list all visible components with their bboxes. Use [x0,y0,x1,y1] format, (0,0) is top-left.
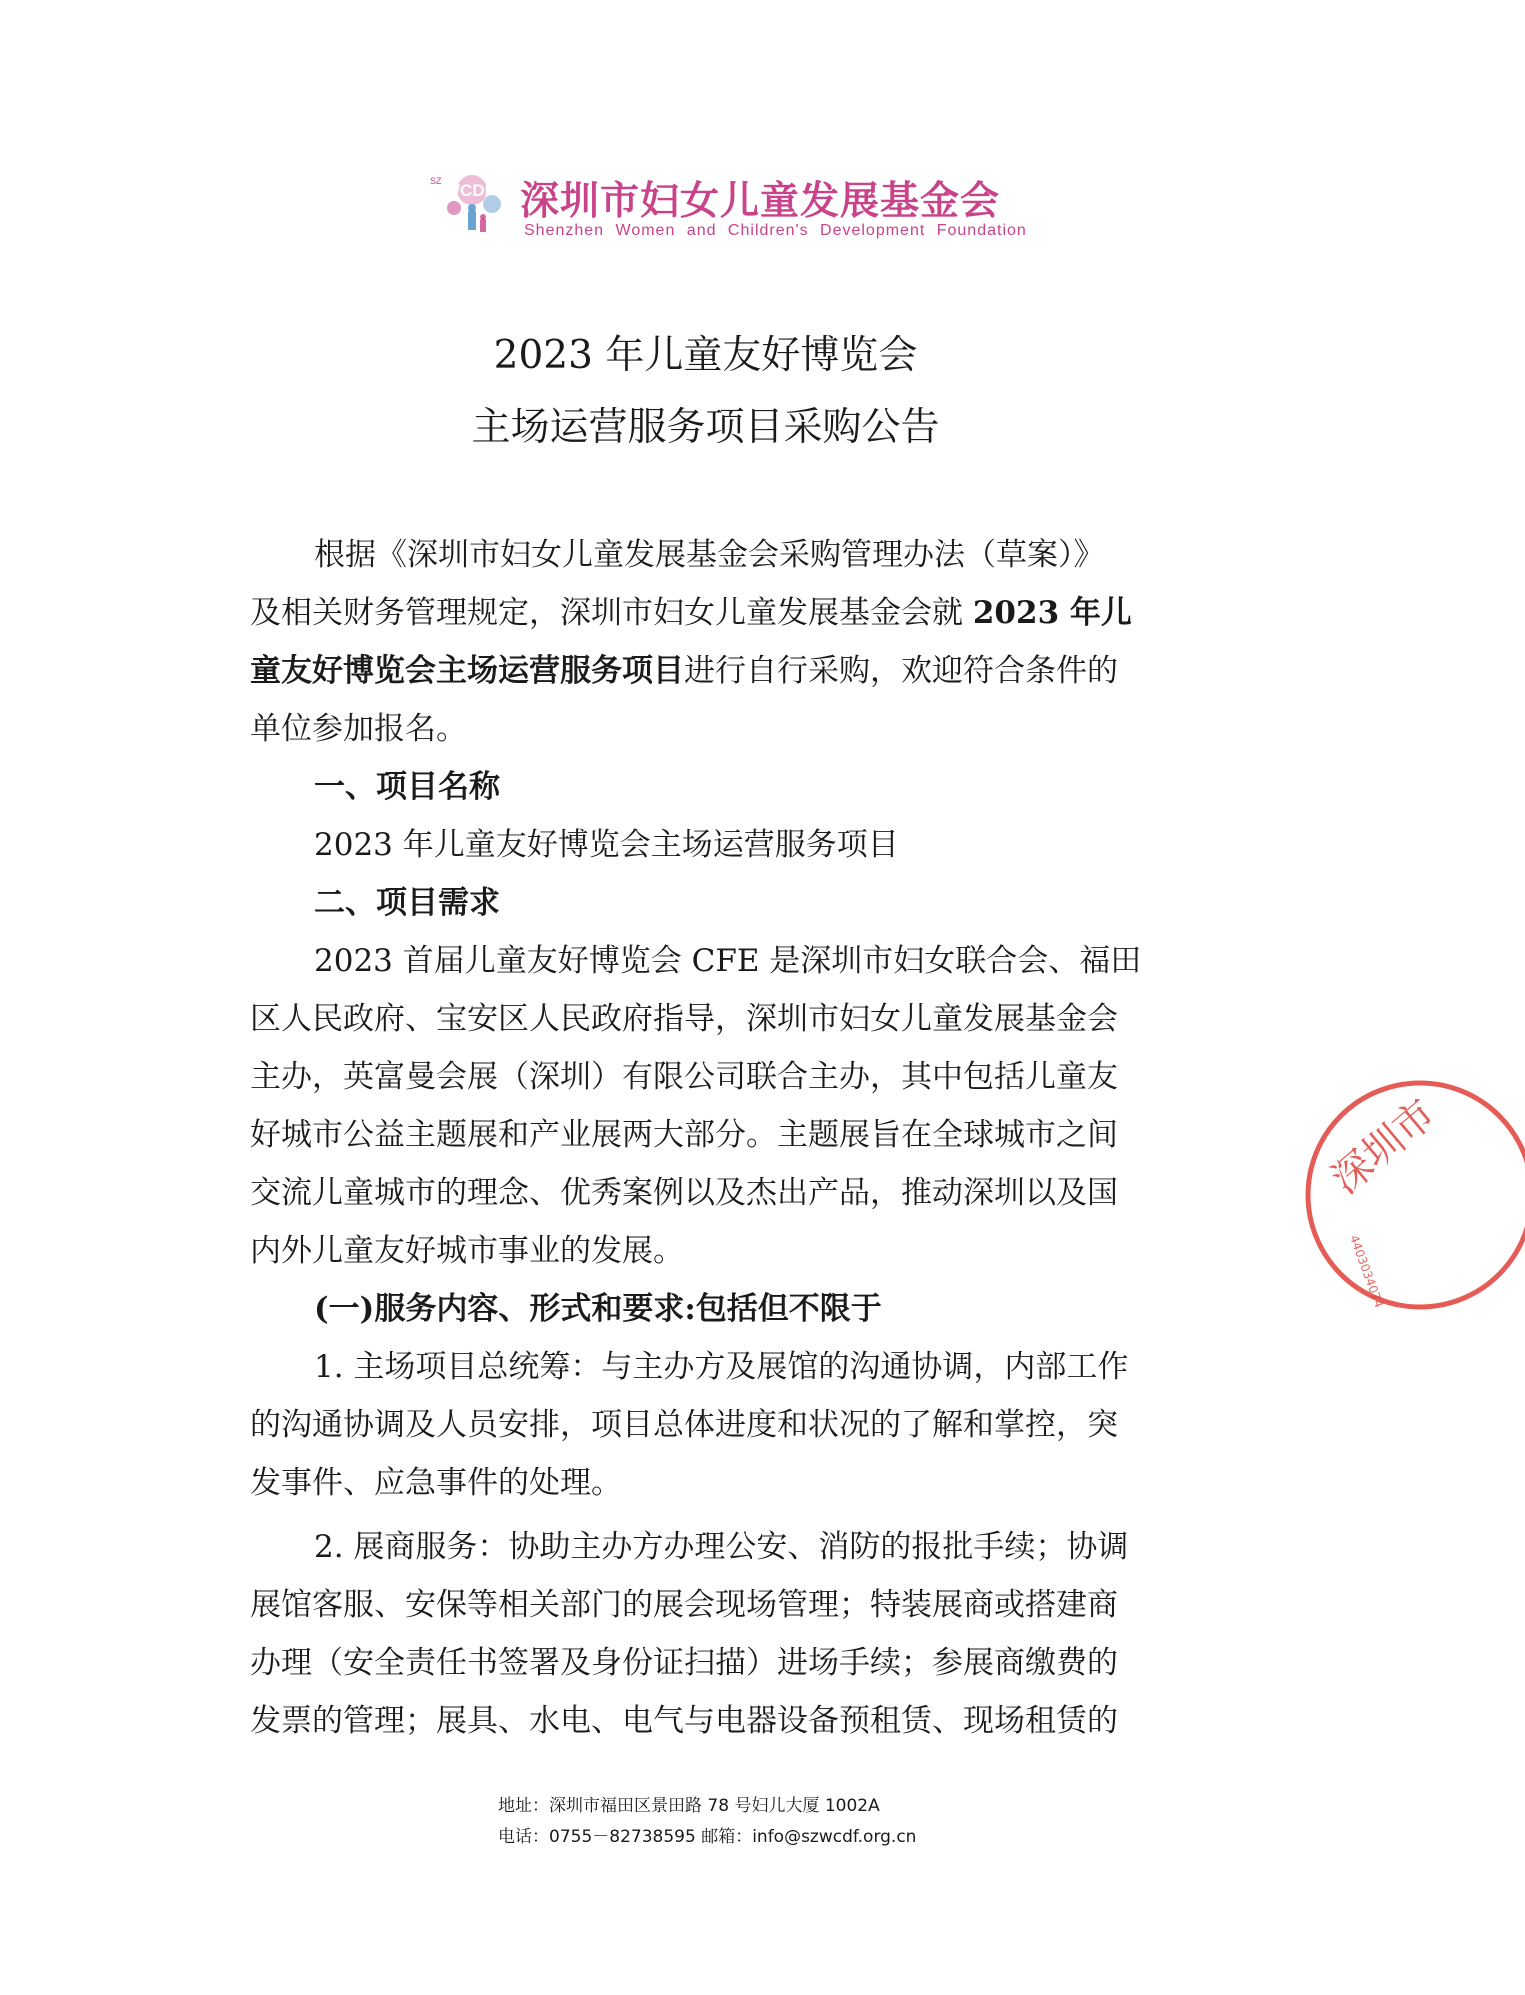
document-title-line2: 主场运营服务项目采购公告 [471,405,940,450]
paragraph-line: 2. 展商服务：协助主办方办理公安、消防的报批手续；协调 [314,1529,1129,1565]
paragraph-line: 好城市公益主题展和产业展两大部分。主题展旨在全球城市之间 [250,1117,1118,1153]
paragraph-line: 交流儿童城市的理念、优秀案例以及杰出产品，推动深圳以及国 [250,1175,1118,1211]
svg-text:深圳市: 深圳市 [1322,1090,1445,1204]
svg-text:WCDF: WCDF [444,181,495,200]
intro-line [250,584,1132,642]
paragraph-line: 区人民政府、宝安区人民政府指导，深圳市妇女儿童发展基金会 [250,1001,1118,1037]
intro-text: 及相关财务管理规定，深圳市妇女儿童发展基金会就 [250,595,973,631]
intro-line [250,642,1118,700]
footer-address: 地址：深圳市福田区景田路 78 号妇儿大厦 1002A [498,1796,880,1816]
footer-contact: 电话：0755－82738595 邮箱：info@szwcdf.org.cn [498,1827,917,1847]
section-heading: 二、项目需求 [314,885,500,921]
document-title-line1: 2023 年儿童友好博览会 [493,333,918,378]
section-heading: 一、项目名称 [314,769,500,805]
foundation-name-en: Shenzhen Women and Children's Development Foundation [524,222,1027,239]
intro-line: 单位参加报名。 [250,711,467,747]
paragraph-line: 发事件、应急事件的处理。 [250,1465,622,1501]
sub-heading: (一)服务内容、形式和要求:包括但不限于 [314,1291,882,1327]
section-text: 2023 年儿童友好博览会主场运营服务项目 [314,827,899,863]
paragraph-line: 发票的管理；展具、水电、电气与电器设备预租赁、现场租赁的 [250,1703,1118,1739]
paragraph-line: 的沟通协调及人员安排，项目总体进度和状况的了解和掌控，突 [250,1407,1118,1443]
letterhead [428,168,1028,248]
paragraph-line: 办理（安全责任书签署及身份证扫描）进场手续；参展商缴费的 [250,1645,1118,1681]
foundation-logo-icon [428,170,520,242]
intro-emphasis: 童友好博览会主场运营服务项目 [250,653,684,689]
paragraph-line: 内外儿童友好城市事业的发展。 [250,1233,684,1269]
paragraph-line: 2023 首届儿童友好博览会 CFE 是深圳市妇女联合会、福田 [314,943,1142,979]
paragraph-line: 展馆客服、安保等相关部门的展会现场管理；特装展商或搭建商 [250,1587,1118,1623]
paragraph-line: 1. 主场项目总统筹：与主办方及展馆的沟通协调，内部工作 [314,1349,1129,1385]
official-seal [1295,1065,1525,1325]
intro-line: 根据《深圳市妇女儿童发展基金会采购管理办法（草案）》 [314,537,1105,573]
paragraph-line: 主办，英富曼会展（深圳）有限公司联合主办，其中包括儿童友 [250,1059,1118,1095]
intro-emphasis: 2023 年儿 [972,595,1132,631]
intro-text: 进行自行采购，欢迎符合条件的 [684,653,1118,689]
foundation-name-cn: 深圳市妇女儿童发展基金会 [520,179,1001,224]
svg-text:4403034074: 4403034074 [1346,1233,1387,1310]
svg-text:SZ: SZ [430,176,442,186]
